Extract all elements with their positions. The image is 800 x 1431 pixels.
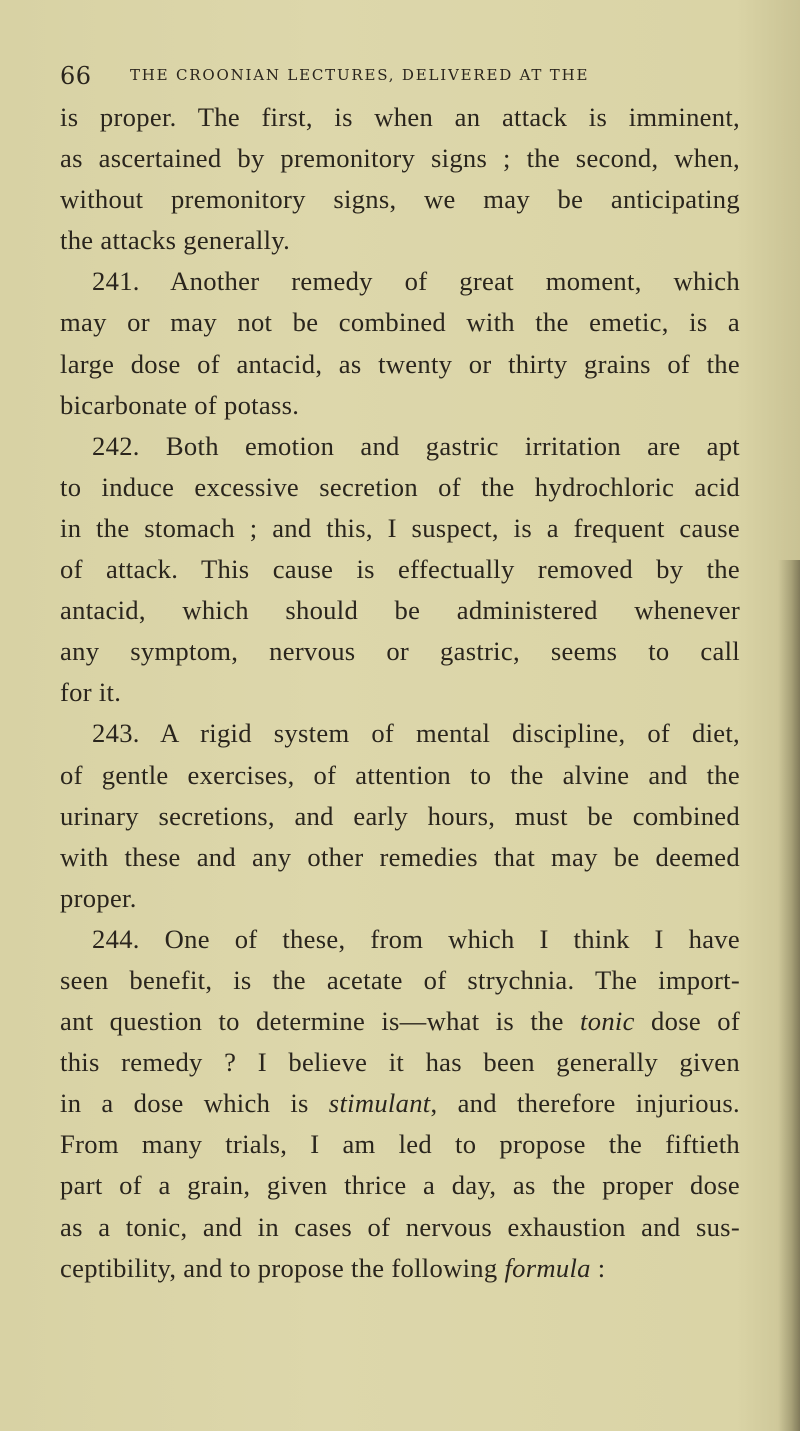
italic-stimulant: stimulant <box>328 1088 431 1119</box>
page-header <box>60 62 760 98</box>
text-line: in a dose which is stimulant, and therefore injurious. <box>60 1088 740 1119</box>
text-line: of gentle exercises, of attention to the alvine and the <box>60 759 740 790</box>
text-line: without premonitory signs, we may be anticipating <box>60 184 740 215</box>
text-line: any symptom, nervous or gastric, seems to call <box>60 636 740 667</box>
text-line: in the stomach ; and this, I suspect, is a frequent cause <box>60 512 740 543</box>
paragraph-243-line: 243. A rigid system of mental discipline, of diet, <box>92 718 740 749</box>
text-line: part of a grain, given thrice a day, as the proper dose <box>60 1170 740 1201</box>
text-line: as ascertained by premonitory signs ; the second, when, <box>60 143 740 174</box>
italic-formula: formula <box>504 1252 591 1283</box>
text-line: may or may not be combined with the emetic, is a <box>60 307 740 338</box>
text-line: antacid, which should be administered whenever <box>60 595 740 626</box>
text-line: bicarbonate of potass. <box>60 389 300 420</box>
text-line: to induce excessive secretion of the hydrochloric acid <box>60 471 740 502</box>
text-line: of attack. This cause is effectually removed by the <box>60 554 740 585</box>
body-text <box>60 97 740 1289</box>
paragraph-244-line: 244. One of these, from which I think I have <box>92 923 740 954</box>
paragraph-242-line: 242. Both emotion and gastric irritation are apt <box>92 430 740 461</box>
text-line: the attacks generally. <box>60 225 291 256</box>
running-head: THE CROONIAN LECTURES, DELIVERED AT THE <box>130 66 590 84</box>
text-line: for it. <box>60 677 122 708</box>
text-line: ant question to determine is—what is the tonic dose of <box>60 1006 740 1037</box>
text-line: is proper. The first, is when an attack is imminent, <box>60 102 740 132</box>
text-line: urinary secretions, and early hours, must be combined <box>60 800 740 831</box>
italic-tonic: tonic <box>580 1006 635 1037</box>
text-line: this remedy ? I believe it has been generally given <box>60 1047 740 1078</box>
page-number: 66 <box>60 62 92 90</box>
text-line: ceptibility, and to propose the following formula : <box>60 1252 606 1283</box>
text-line: From many trials, I am led to propose the fiftieth <box>60 1129 740 1160</box>
text-line: proper. <box>60 882 137 913</box>
text-line: with these and any other remedies that may be deemed <box>60 841 740 872</box>
paragraph-241-line: 241. Another remedy of great moment, which <box>92 266 740 297</box>
text-line: large dose of antacid, as twenty or thirty grains of the <box>60 348 740 379</box>
page-edge-shadow <box>778 560 800 1431</box>
text-line: seen benefit, is the acetate of strychnia. The import- <box>60 964 740 995</box>
text-line: as a tonic, and in cases of nervous exhaustion and sus- <box>60 1211 740 1242</box>
